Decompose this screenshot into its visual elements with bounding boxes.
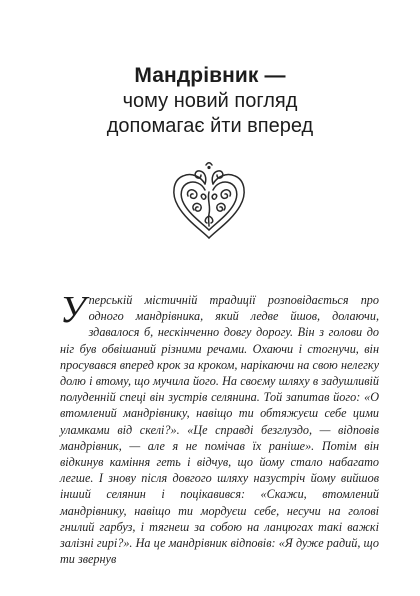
swirl-heart-ornament-icon bbox=[168, 160, 250, 242]
paragraph-text: перській містичній традиції розповідається про одного мандрівника, який ледве йшов, долаючи, здавалося б, нескінченно довгу дорогу. Він з голови до ніг був обвішаний різними речами. Охаючи і стогнучи, він просувався вперед крок за кроком, нарікаючи на свою нелегку долю і втому, що мучила його. На своєму шляху в задушливій полуденній спеці він зустрів селянина. Той запитав його: «О втомлений мандрівнику, навіщо ти обтяжуєш себе цими уламками від скелі?». «Це справді безглуздо, — відповів мандрівник, — але я не помічав їх раніше». Потім він відкинув каміння геть і відчув, що йому стало набагато легше. І знову після довгого шляху назустріч йому вийшов інший селянин і поцікавився: «Скажи, втомлений мандрівнику, навіщо ти мордуєш себе, несучи на голові гнилий гарбуз, і тягнеш за собою на ланцюгах такі важкі залізні гирі?». На це мандрівник відповів: «Я дуже радий, що ти звернув bbox=[60, 293, 379, 567]
drop-cap: У bbox=[60, 289, 86, 331]
body-paragraph bbox=[60, 289, 379, 567]
chapter-heading bbox=[0, 63, 420, 139]
chapter-subtitle-line-1: чому новий погляд bbox=[122, 90, 298, 112]
chapter-subtitle-line-2: допомагає йти вперед bbox=[106, 115, 314, 137]
chapter-title: Мандрівник — bbox=[134, 64, 286, 87]
